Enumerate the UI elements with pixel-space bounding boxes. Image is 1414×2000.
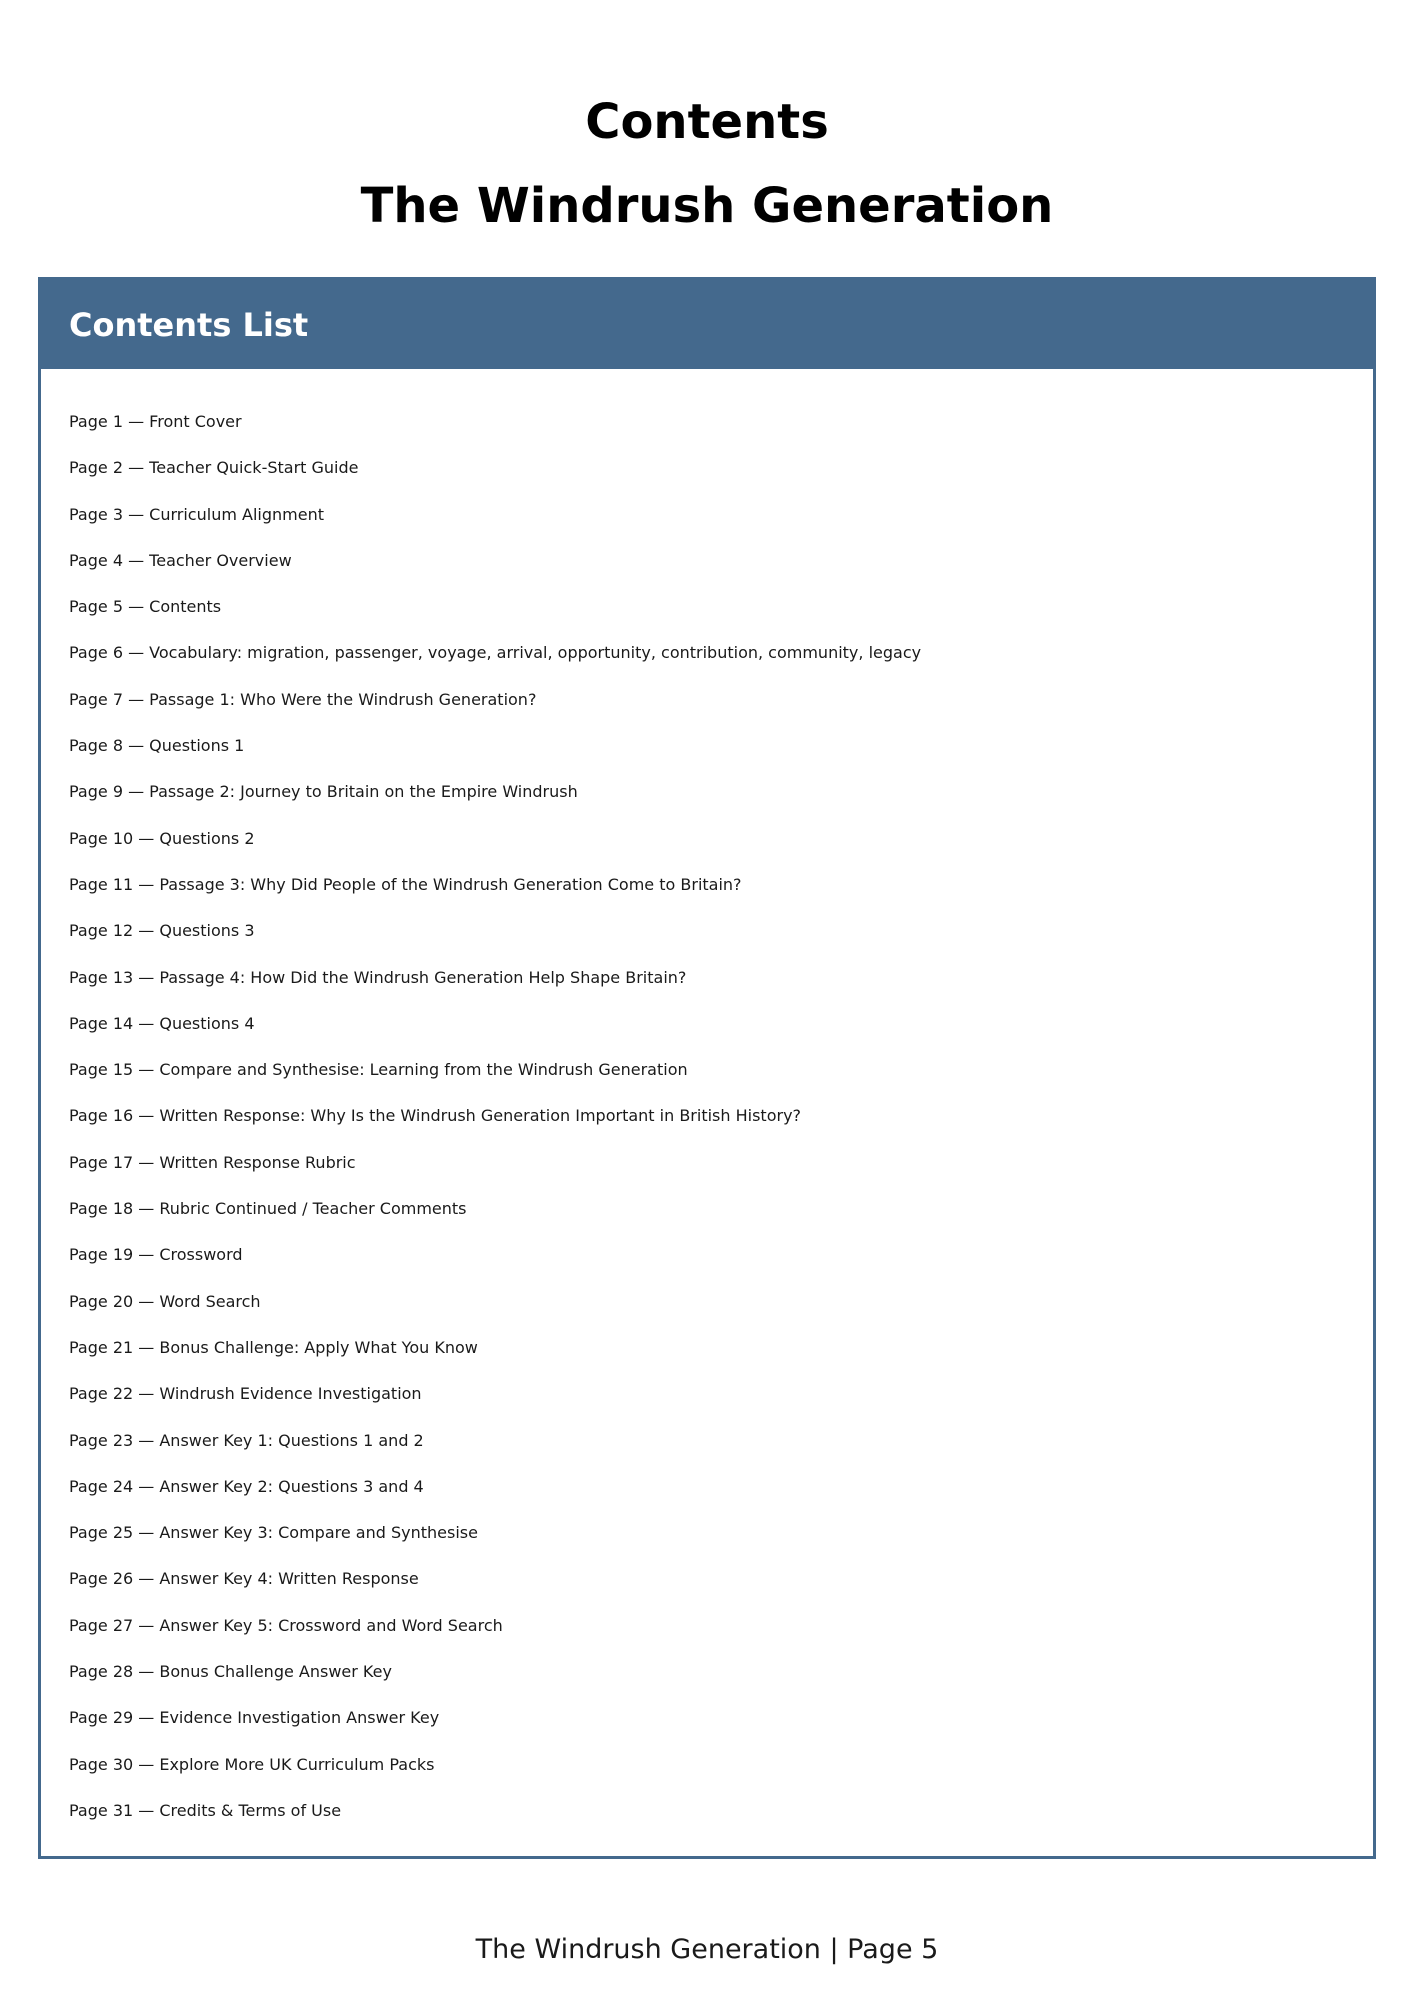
contents-entry: Page 15 — Compare and Synthesise: Learning from the Windrush Generation (69, 1060, 688, 1080)
contents-entry: Page 19 — Crossword (69, 1245, 243, 1265)
contents-entry: Page 29 — Evidence Investigation Answer Key (69, 1708, 440, 1728)
contents-entry: Page 16 — Written Response: Why Is the Windrush Generation Important in British History? (69, 1106, 802, 1126)
contents-entry: Page 26 — Answer Key 4: Written Response (69, 1569, 419, 1589)
contents-list (41, 369, 1373, 1834)
contents-entry: Page 17 — Written Response Rubric (69, 1152, 356, 1172)
contents-entry: Page 21 — Bonus Challenge: Apply What You Know (69, 1337, 478, 1357)
contents-entry: Page 28 — Bonus Challenge Answer Key (69, 1662, 392, 1682)
contents-entry: Page 9 — Passage 2: Journey to Britain on the Empire Windrush (69, 782, 578, 802)
contents-entry: Page 27 — Answer Key 5: Crossword and Word Search (69, 1615, 503, 1635)
contents-entry: Page 22 — Windrush Evidence Investigation (69, 1384, 422, 1404)
contents-entry: Page 14 — Questions 4 (69, 1013, 255, 1033)
contents-box (38, 277, 1376, 1859)
contents-entry: Page 25 — Answer Key 3: Compare and Synthesise (69, 1523, 478, 1543)
contents-entry: Page 1 — Front Cover (69, 412, 242, 431)
contents-entry: Page 23 — Answer Key 1: Questions 1 and 2 (69, 1430, 424, 1450)
page-title: Contents (585, 94, 829, 150)
contents-entry: Page 30 — Explore More UK Curriculum Packs (69, 1754, 435, 1774)
contents-entry: Page 10 — Questions 2 (69, 828, 255, 848)
page-subtitle: The Windrush Generation (360, 178, 1054, 234)
page-header (0, 80, 1414, 248)
contents-entry: Page 8 — Questions 1 (69, 736, 245, 756)
contents-entry: Page 12 — Questions 3 (69, 921, 255, 941)
contents-entry: Page 31 — Credits & Terms of Use (69, 1800, 342, 1820)
contents-entry: Page 5 — Contents (69, 597, 222, 617)
contents-entry: Page 4 — Teacher Overview (69, 550, 292, 570)
contents-box-title: Contents List (69, 305, 309, 344)
contents-entry: Page 2 — Teacher Quick-Start Guide (69, 458, 359, 478)
contents-entry: Page 3 — Curriculum Alignment (69, 504, 324, 524)
contents-entry: Page 11 — Passage 3: Why Did People of the Windrush Generation Come to Britain? (69, 874, 742, 894)
page-footer: The Windrush Generation | Page 5 (475, 1934, 939, 1965)
contents-entry: Page 6 — Vocabulary: migration, passenger, voyage, arrival, opportunity, contribution, community, legacy (69, 643, 922, 663)
contents-box-header (41, 280, 1373, 369)
contents-entry: Page 7 — Passage 1: Who Were the Windrush Generation? (69, 689, 537, 709)
contents-entry: Page 20 — Word Search (69, 1291, 261, 1311)
contents-entry: Page 18 — Rubric Continued / Teacher Comments (69, 1199, 467, 1219)
contents-entry: Page 24 — Answer Key 2: Questions 3 and 4 (69, 1476, 424, 1496)
contents-entry: Page 13 — Passage 4: How Did the Windrush Generation Help Shape Britain? (69, 967, 687, 987)
